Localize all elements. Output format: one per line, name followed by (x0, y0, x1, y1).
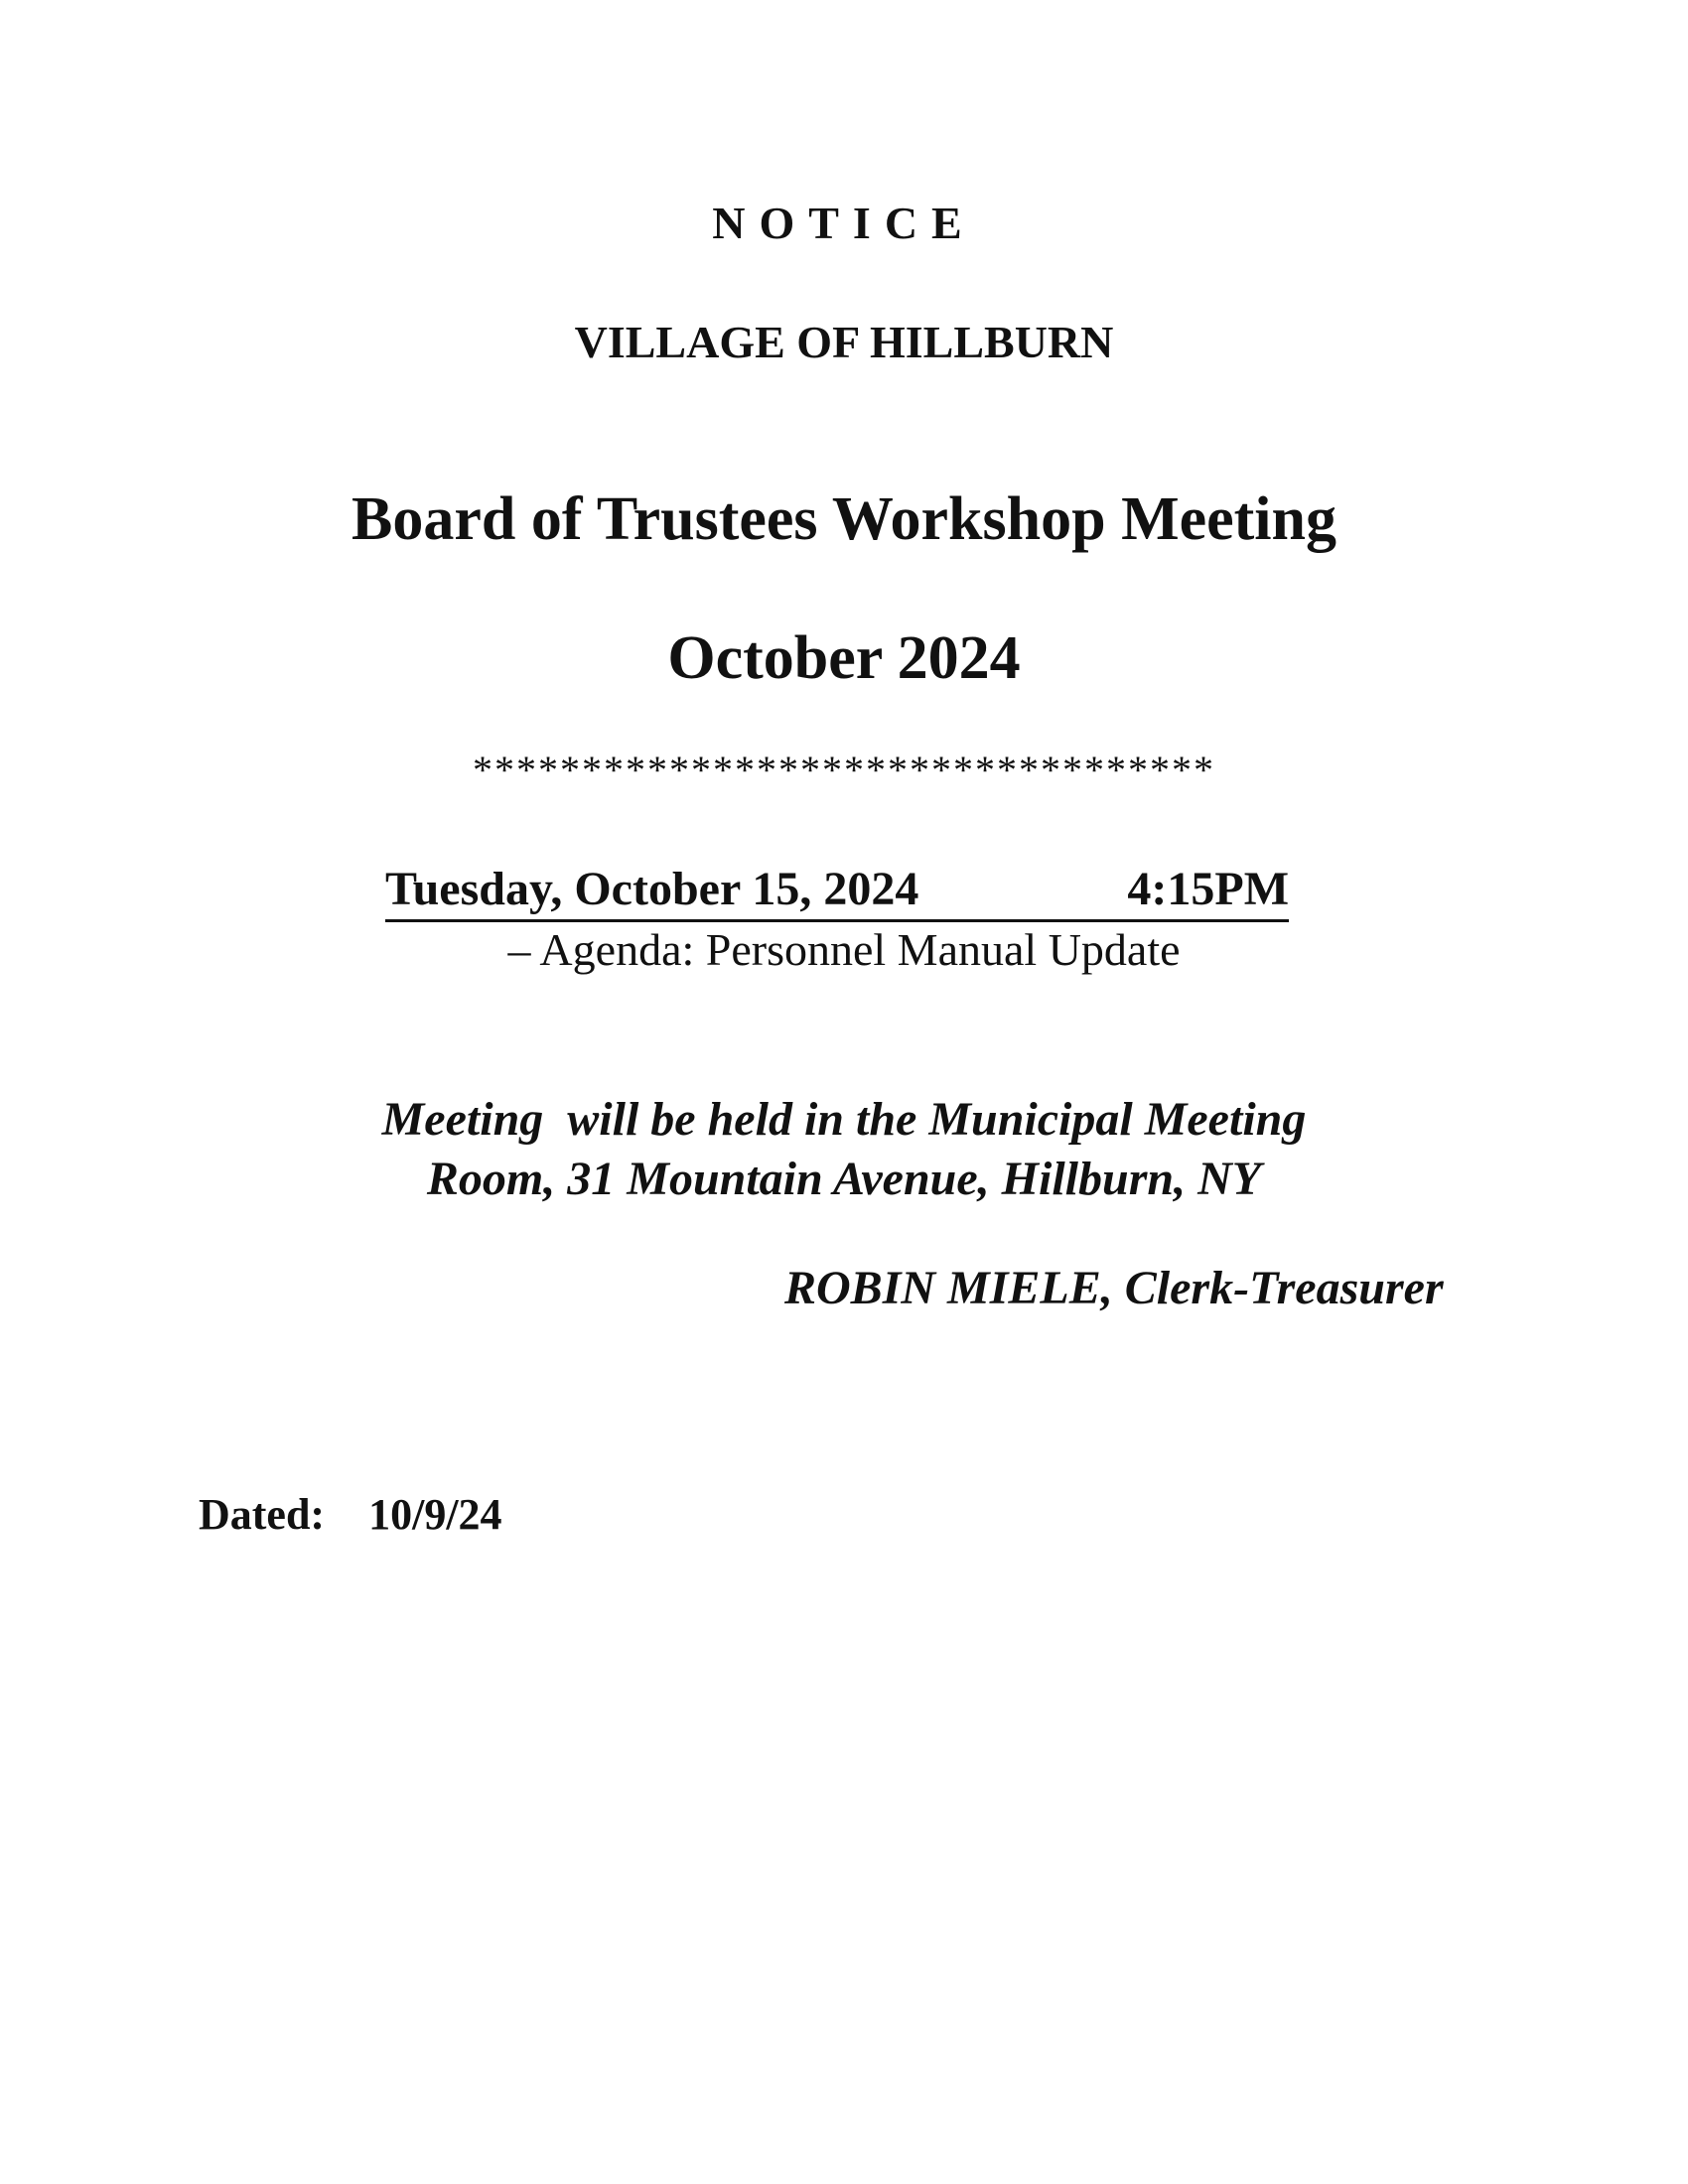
dated-line (199, 1489, 502, 1540)
location-line-1: Meeting will be held in the Municipal Meeting (381, 1093, 1307, 1146)
meeting-time: 4:15PM (1127, 863, 1289, 915)
dated-label: Dated: (199, 1490, 326, 1539)
notice-heading: NOTICE (712, 198, 976, 248)
meeting-month: October 2024 (667, 624, 1021, 692)
meeting-title: Board of Trustees Workshop Meeting (351, 485, 1337, 553)
location-line-2: Room, 31 Mountain Avenue, Hillburn, NY (426, 1153, 1262, 1205)
meeting-date-line (385, 862, 1289, 922)
agenda-line: – Agenda: Personnel Manual Update (507, 924, 1181, 975)
dated-value: 10/9/24 (368, 1490, 502, 1539)
clerk-signature: ROBIN MIELE, Clerk-Treasurer (784, 1262, 1444, 1314)
asterisk-separator: ********************************** (473, 748, 1215, 792)
meeting-date: Tuesday, October 15, 2024 (385, 863, 919, 915)
meeting-location (0, 1090, 1688, 1209)
village-name: VILLAGE OF HILLBURN (574, 317, 1114, 367)
